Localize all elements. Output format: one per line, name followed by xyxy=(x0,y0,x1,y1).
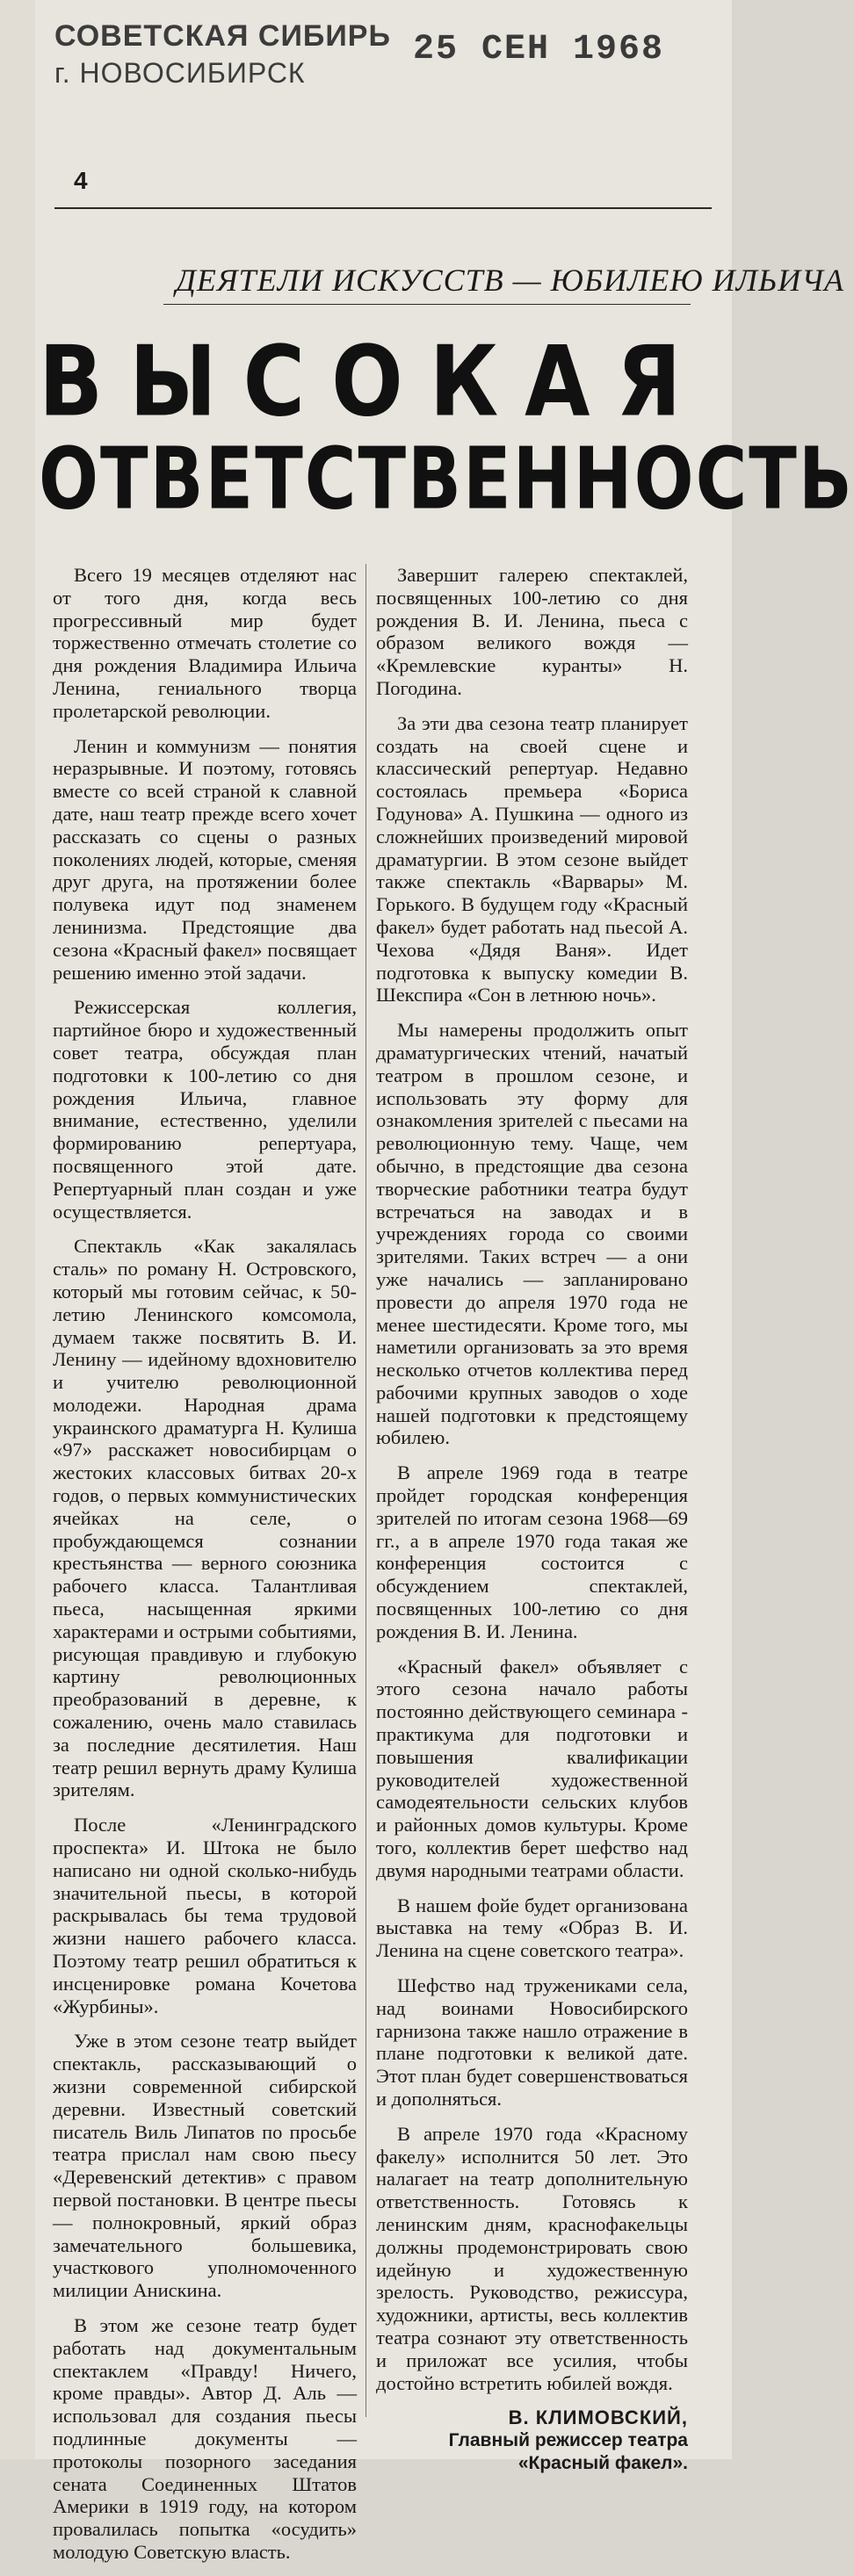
stamp-date: 25 СЕН 1968 xyxy=(413,30,665,69)
headline-line-2: ОТВЕТСТВЕННОСТЬ xyxy=(39,429,854,529)
paragraph: Мы намерены продолжить опыт драматургических чтений, начатый театром в прошлом сезоне, и использовать эту форму для ознакомления зрителей с пьесами на революционную тему. Чаще, чем обычно, в предстоящие два сезона творческие работники театра будут встречаться на заводах и в учреждениях города со своими зрителями. Таких встреч — а они уже начались — запланировано провести до апреля 1970 года не менее шестидесяти. Кроме того, мы наметили организовать за это время несколько отчетов коллектива перед рабочими крупных заводов о ходе нашей подготовки к предстоящему юбилею. xyxy=(376,1019,688,1449)
paragraph: Всего 19 месяцев отделяют нас от того дня, когда весь прогрессивный мир будет торжественно отмечать столетие со дня рождения Владимира Ильича Ленина, гениального творца пролетарской революции. xyxy=(53,564,357,722)
kicker-rule xyxy=(163,304,691,305)
paragraph: В апреле 1969 года в театре пройдет городская конференция зрителей по итогам сезона 1968—69 гг., а в апреле 1970 года такая же конференция состоится с обсуждением спектаклей, посвященных 100-летию со дня рождения В. И. Ленина. xyxy=(376,1461,688,1642)
stamp-city: г. НОВОСИБИРСК xyxy=(54,57,306,89)
paragraph: После «Ленинградского проспекта» И. Штока не было написано ни одной сколько-нибудь значительной пьесы, в которой раскрывалась бы тема трудовой жизни нашего рабочего класса. Поэтому театр решил обратиться к инсценировке романа Кочетова «Журбины». xyxy=(53,1814,357,2017)
author-signature: В. КЛИМОВСКИЙ, xyxy=(508,2406,688,2429)
page-number: 4 xyxy=(74,167,88,194)
paragraph: Уже в этом сезоне театр выйдет спектакль, рассказывающий о жизни современной сибирской деревни. Известный советский писатель Виль Липатов по просьбе театра прислал нам свою пьесу «Деревенский детектив» с правом первой постановки. В центре пьесы — полнокровный, яркий образ замечательного большевика, участкового уполномоченного милиции Анискина. xyxy=(53,2030,357,2302)
author-role: Главный режиссер театра xyxy=(448,2430,688,2451)
paragraph: «Красный факел» объявляет с этого сезона начало работы постоянно действующего семинара - практикума для подготовки и повышения квалификации руководителей художественной самодеятельности сельских клубов и районных домов культуры. Кроме того, коллектив берет шефство над двумя народными театрами области. xyxy=(376,1655,688,1881)
paragraph: В этом же сезоне театр будет работать над документальным спектаклем «Правду! Ничего, кроме правды». Автор Д. Аль — использовал для создания пьесы подлинные документы — протоколы позорного заседания сената Соединенных Штатов Америки в 1919 году, на котором провалилась попытка «осудить» молодую Советскую власть. xyxy=(53,2313,357,2563)
paragraph: Шефство над тружениками села, над воинами Новосибирского гарнизона также нашло отражение в плане подготовки к великой дате. Этот план будет совершенствоваться и дополняться. xyxy=(376,1974,688,2110)
paragraph: Завершит галерею спектаклей, посвященных 100-летию со дня рождения В. И. Ленина, пьеса с образом великого вождя — «Кремлевские куранты» Н. Погодина. xyxy=(376,564,688,699)
clipping-margin xyxy=(0,0,35,2459)
article-column-left xyxy=(53,564,357,2576)
paragraph: В нашем фойе будет организована выставка на тему «Образ В. И. Ленина на сцене советского театра». xyxy=(376,1894,688,1962)
column-divider xyxy=(365,564,366,2417)
article-column-right xyxy=(376,564,688,2475)
paragraph: Ленин и коммунизм — понятия неразрывные. И поэтому, готовясь вместе со всей страной к славной дате, наш театр прежде всего хочет рассказать со сцены о разных поколениях людей, которые, сменяя друг друга, на протяжении более полувека идут под знаменем ленинизма. Предстоящие два сезона «Красный факел» посвящает решению именно этой задачи. xyxy=(53,734,357,984)
author-theatre: «Красный факел». xyxy=(517,2453,688,2474)
paragraph: Спектакль «Как закалялась сталь» по роману Н. Островского, который мы готовим сейчас, к 50-летию Ленинского комсомола, думаем также посвятить В. И. Ленину — идейному вдохновителю и учителю революционной молодежи. Народная драма украинского драматурга Н. Кулиша «97» расскажет новосибирцам о жестоких классовых битвах 20-х годов, о первых коммунистических ячейках на селе, о пробуждающемся сознании крестьянства — верного союзника рабочего класса. Талантливая пьеса, насыщенная яркими характерами и острыми событиями, рисующая правдивую и глубокую картину революционных преобразований в деревне, к сожалению, очень мало ставилась за последние десятилетия. Наш театр решил вернуть драму Кулиша зрителям. xyxy=(53,1235,357,1801)
headline-line-1: ВЫСОКАЯ xyxy=(39,325,708,438)
paragraph: В апреле 1970 года «Красному факелу» исполнится 50 лет. Это налагает на театр дополнительную ответственность. Готовясь к ленинским дням, краснофакельцы должны продемонстрировать свою идейную и художественную зрелость. Руководство, режиссура, художники, артисты, весь коллектив театра сознают эту ответственность и приложат все усилия, чтобы достойно встретить юбилей вождя. xyxy=(376,2122,688,2394)
section-kicker: ДЕЯТЕЛИ ИСКУССТВ — ЮБИЛЕЮ ИЛЬИЧА xyxy=(176,263,844,298)
paragraph: Режиссерская коллегия, партийное бюро и художественный совет театра, обсуждая план подготовки к 100-летию со дня рождения Ильича, главное внимание, естественно, уделили формированию репертуара, посвященного этой дате. Репертуарный план создан и уже осуществляется. xyxy=(53,996,357,1223)
stamp-newspaper-name: СОВЕТСКАЯ СИБИРЬ xyxy=(54,19,391,53)
archive-stamp xyxy=(54,18,391,91)
paragraph: За эти два сезона театр планирует создать на своей сцене и классический репертуар. Недавно состоялась премьера «Бориса Годунова» А. Пушкина — одного из сложнейших произведений мировой драматургии. В этом сезоне выйдет также спектакль «Варвары» М. Горького. В будущем году «Красный факел» будет работать над пьесой А. Чехова «Дядя Ваня». Идет подготовка к выпуску комедии В. Шекспира «Сон в летнюю ночь». xyxy=(376,711,688,1007)
top-rule xyxy=(54,207,712,209)
